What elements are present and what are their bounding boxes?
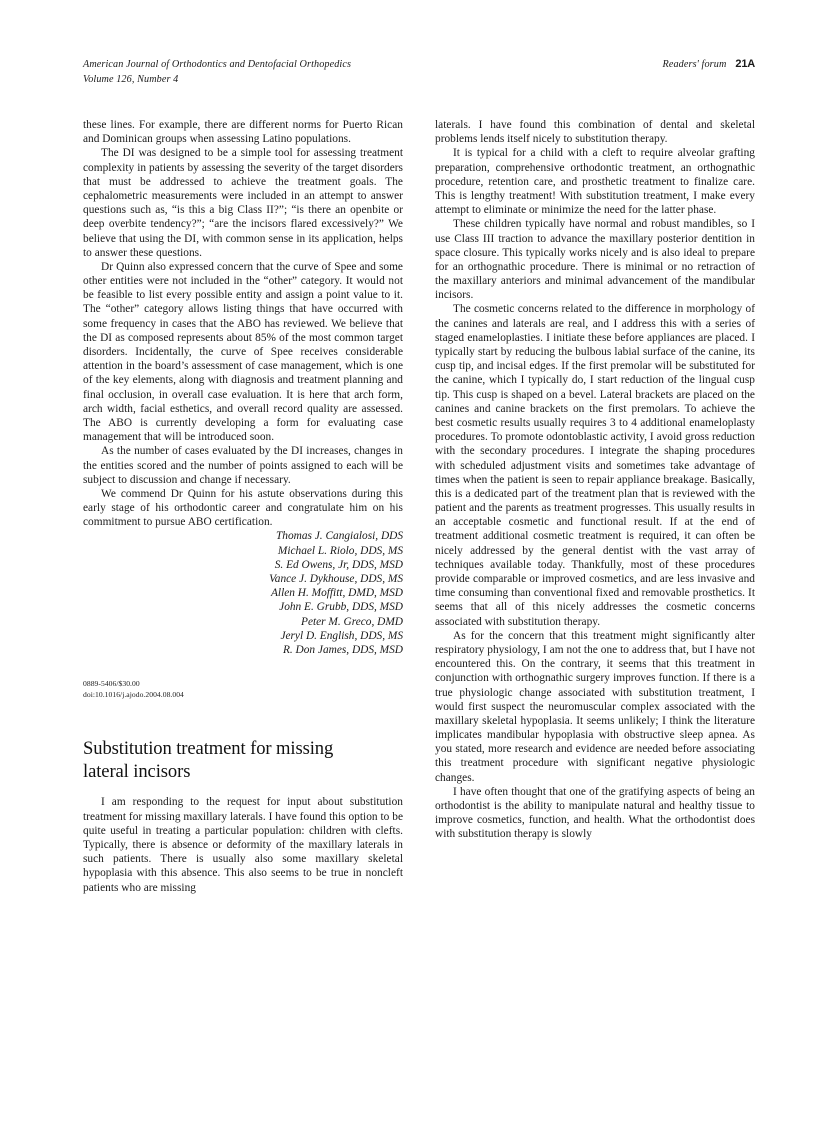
paragraph: The DI was designed to be a simple tool for assessing treatment complexity in patients by assessing the severity of the target disorders that must be addressed to achieve the treatment goals. The cephalometric measurements were included in an attempt to answer questions such as, “is this a big Class II?”; “is there an openbite or deep overbite tendency?”; “are the incisors flared excessively?” We believe that using the DI, with common sense in its application, helps to answer these questions.	[83, 147, 403, 259]
paragraph: The cosmetic concerns related to the difference in morphology of the canines and laterals are real, and I address this with a series of staged enameloplasties. I initiate these before appliances are placed. I typically start by reducing the bulbous labial surface of the canine, its cusp tip, and incisal edges. If the first premolar will be substituted for the canine, which I typically do, I start reduction of the lingual cusp tip. This cusp is shaped on a bevel. Lateral brackets are placed on the canines and canine brackets on the first premolars. To achieve the best cosmetic results usually requires 3 to 4 additional enameloplasty procedures. To promote odontoblastic activity, I avoid gross reduction with the secondary procedures. I integrate the shaping procedures with scheduled adjustment visits and sometimes take advantage of times when the patient is seen to repair appliance breakage. Basically, this is a dedicated part of the treatment plan that is reviewed with the patient and the parents as treatment progresses. This usually results in an acceptable cosmetic and functional result. If at the end of treatment additional cosmetic treatment is required, it can often be nicely addressed by the general dentist with the vast array of techniques available today. Thankfully, most of these procedures provide comparable or improved cosmetics, and are less invasive and time consuming than conventional fixed and removable prosthetics. It seems that all of this nicely addresses the cosmetic concerns associated with substitution therapy.	[435, 303, 755, 628]
article-columns	[83, 118, 755, 1048]
running-head-section	[663, 58, 755, 70]
paragraph: laterals. I have found this combination of dental and skeletal problems lends itself nicely to substitution therapy.	[435, 119, 755, 146]
signature-block	[83, 529, 403, 657]
paragraph: these lines. For example, there are different norms for Puerto Rican and Dominican groups when assessing Latino populations.	[83, 119, 403, 146]
signature-author: John E. Grubb, DDS, MSD	[279, 601, 403, 614]
article-title-line-1: Substitution treatment for missing	[83, 737, 334, 759]
signature-author: Jeryl D. English, DDS, MS	[280, 629, 403, 642]
page-number: 21A	[735, 58, 755, 70]
signature-author: R. Don James, DDS, MSD	[282, 643, 403, 656]
issn-price: 0889-5406/$30.00	[83, 679, 140, 689]
signature-author: S. Ed Owens, Jr, DDS, MSD	[274, 558, 403, 571]
journal-volume-issue: Volume 126, Number 4	[83, 73, 179, 85]
paragraph: I am responding to the request for input about substitution treatment for missing maxillary laterals. I have found this option to be quite useful in treating a particular population: children with clefts. Typically, there is absence or deformity of the maxillary laterals in such patients. There is usually also some maxillary skeletal hypoplasia with this absence. This also seems to be true in noncleft patients who are missing	[83, 796, 403, 894]
article-title	[83, 737, 403, 783]
section-label: Readers' forum	[662, 59, 727, 70]
imprint-block	[83, 679, 403, 700]
paragraph: I have often thought that one of the gratifying aspects of being an orthodontist is the ability to manipulate natural and healthy tissue to improve cosmetics, function, and health. What the orthodontist does with substitution therapy is slowly	[435, 785, 755, 841]
paragraph: As the number of cases evaluated by the DI increases, changes in the entities scored and the number of points assigned to each will be subject to discussion and change if necessary.	[83, 445, 403, 486]
paragraph: These children typically have normal and robust mandibles, so I use Class III traction to advance the maxillary posterior dentition in space closure. This typically works nicely and is also ideal to prepare for an orthognathic procedure. There is minimal or no retraction of the maxillary anteriors and minimal advancement of the mandibular incisors.	[435, 218, 755, 302]
paragraph: We commend Dr Quinn for his astute observations during this early stage of his orthodontic career and congratulate him on his commitment to pursue ABO certification.	[83, 487, 403, 529]
signature-author: Thomas J. Cangialosi, DDS	[276, 530, 403, 543]
signature-author: Allen H. Moffitt, DMD, MSD	[270, 587, 403, 600]
right-column	[435, 118, 755, 1048]
paragraph: Dr Quinn also expressed concern that the curve of Spee and some other entities were not included in the “other” category. It would not be feasible to list every possible entity and assign a point value to it. The “other” category allows listing things that have occurred with some frequency in cases that the ABO has reviewed. We believe that the DI as composed represents about 85% of the most common target disorders. Incidentally, the curve of Spee receives considerable attention in the board’s assessment of case management, which is one of the key elements, along with diagnosis and treatment planning and final occlusion, in overall case evaluation. It is here that arch form, arch width, facial esthetics, and overall record quality are assessed. The ABO is currently developing a form for evaluating case management that will be introduced soon.	[83, 260, 403, 444]
signature-author: Michael L. Riolo, DDS, MS	[277, 544, 403, 557]
article-title-line-2: lateral incisors	[83, 760, 191, 782]
doi-line: doi:10.1016/j.ajodo.2004.08.004	[83, 689, 184, 699]
paragraph: As for the concern that this treatment might significantly alter respiratory physiology, I am not the one to address that, but I have not encountered this. On the contrary, it seems that this treatment in conjunction with orthognathic surgery improves function. If there is a true physiologic change associated with substitution treatment, I would first suspect the neuromuscular complex associated with the maxillary skeletal hypoplasia. It seems unlikely; I think the literature implicates mandibular hypoplasia with obstructive sleep apnea. As you stated, more research and evidence are needed before associating this treatment procedure with significant negative physiologic changes.	[435, 629, 755, 784]
running-head-journal	[83, 58, 351, 87]
paragraph: It is typical for a child with a cleft to require alveolar grafting preparation, comprehensive orthodontic treatment, an orthognathic procedure, retention care, and prosthetic treatment to finalize care. This is lengthy treatment! With substitution treatment, I make every attempt to eliminate or minimize the need for the latter phase.	[435, 147, 755, 217]
journal-name: American Journal of Orthodontics and Dentofacial Orthopedics	[83, 59, 352, 70]
signature-author: Vance J. Dykhouse, DDS, MS	[269, 573, 403, 585]
left-column	[83, 118, 403, 1048]
signature-author: Peter M. Greco, DMD	[301, 615, 403, 628]
running-head	[83, 58, 755, 87]
